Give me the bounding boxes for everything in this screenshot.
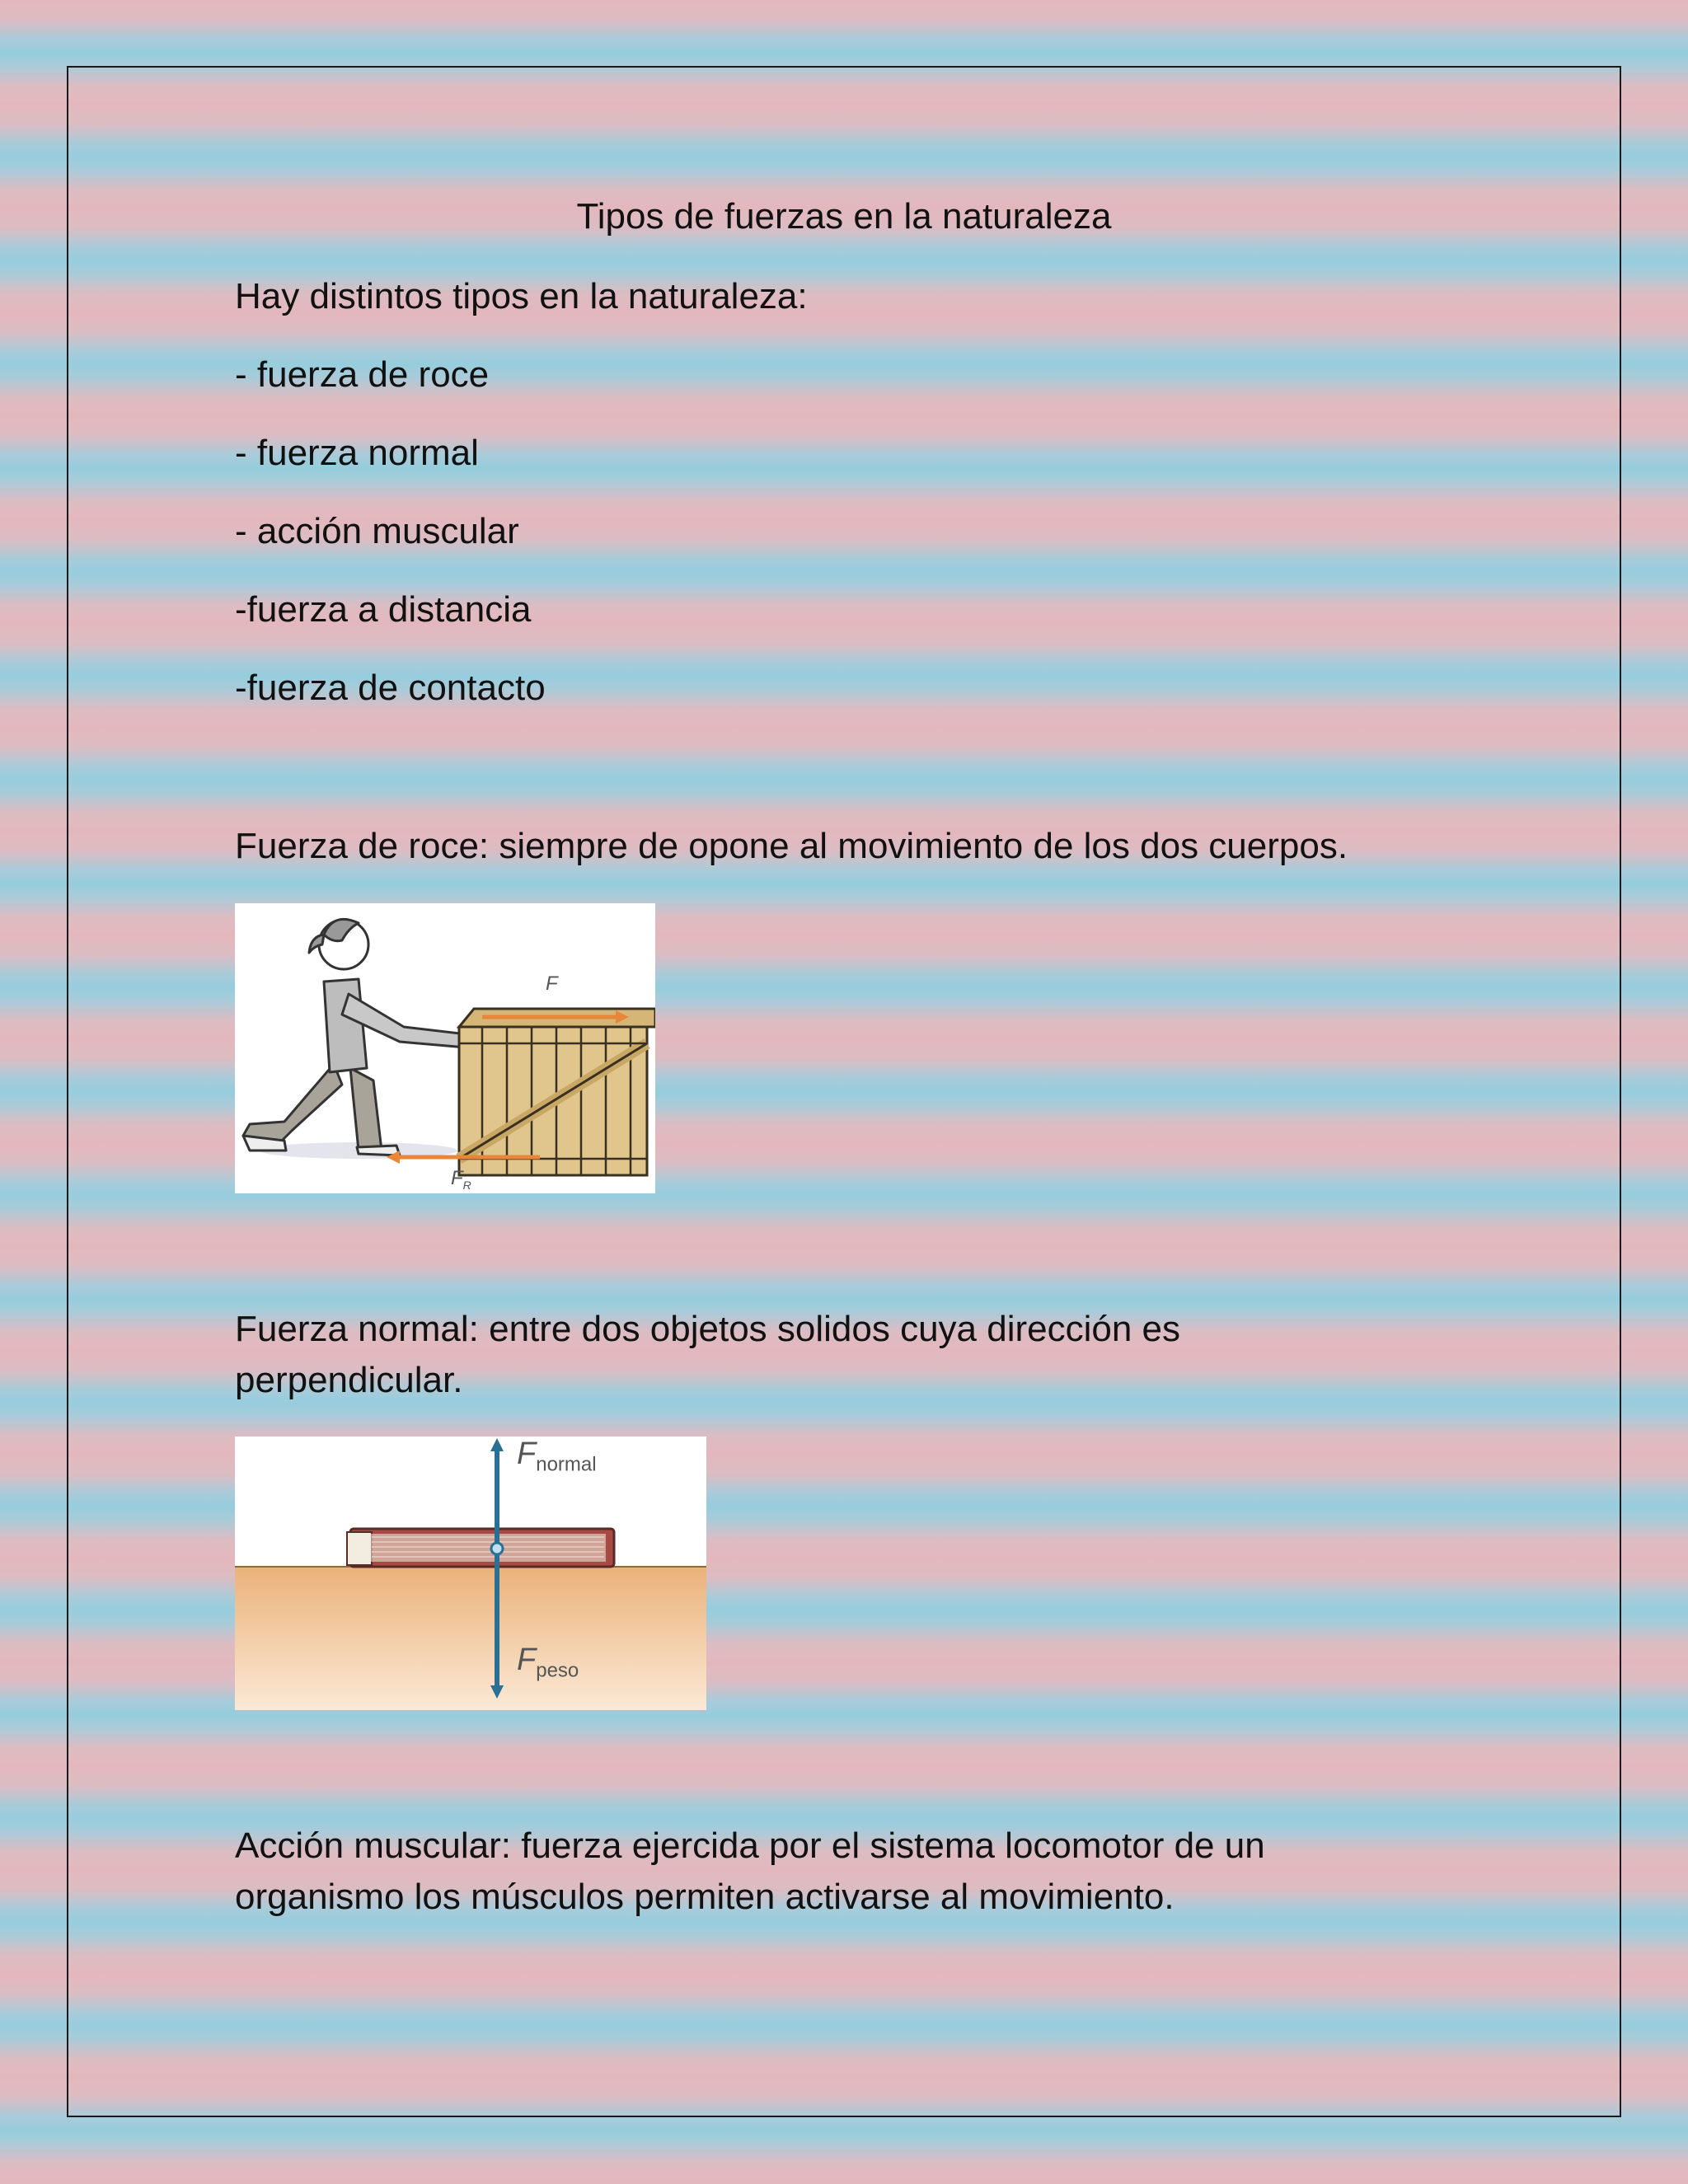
list-item: - acción muscular	[235, 511, 519, 551]
muscular-description-line2: organismo los músculos permiten activarse al movimiento.	[235, 1877, 1175, 1917]
force-label-f: F	[546, 972, 558, 995]
list-item: - fuerza normal	[235, 433, 479, 473]
force-label-fpeso: $F_{peso}$	[517, 1643, 579, 1682]
intro-text: Hay distintos tipos en la naturaleza:	[235, 276, 808, 316]
muscular-description-line1: Acción muscular: fuerza ejercida por el sistema locomotor de un	[235, 1825, 1265, 1866]
normal-description-line1: Fuerza normal: entre dos objetos solidos cuya dirección es	[235, 1309, 1181, 1349]
page-title: Tipos de fuerzas en la naturaleza	[576, 196, 1112, 237]
normal-description-line2: perpendicular.	[235, 1360, 463, 1400]
friction-illustration	[235, 903, 655, 1193]
force-label-fr: $F_R$	[451, 1167, 471, 1192]
list-item: -fuerza de contacto	[235, 668, 546, 708]
force-label-fnormal: $F_{normal}$	[517, 1436, 597, 1476]
list-item: -fuerza a distancia	[235, 589, 532, 630]
roce-description: Fuerza de roce: siempre de opone al movimiento de los dos cuerpos.	[235, 826, 1348, 866]
normal-force-illustration	[235, 1436, 706, 1710]
list-item: - fuerza de roce	[235, 354, 490, 395]
